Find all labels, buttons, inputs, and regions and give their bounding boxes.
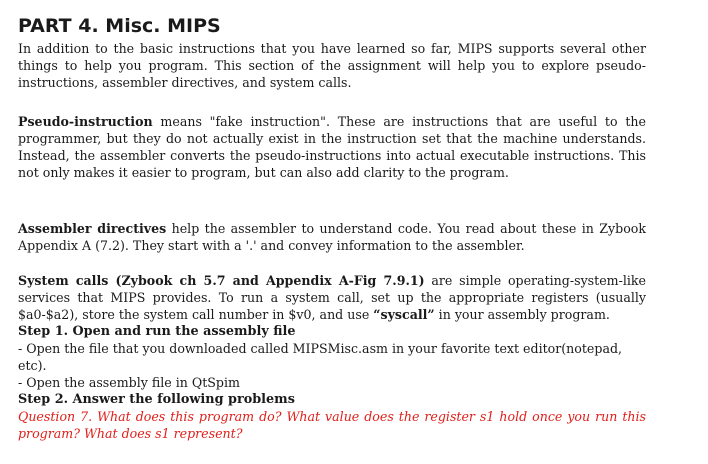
system-calls-text-after: in your assembly program. xyxy=(434,307,610,322)
system-calls-text-before: are simple operating-system-like services that MIPS provides. To run a system call, set up the appropriate registers (usually $a0-$a2), store the system call number in $v0, and use xyxy=(18,273,646,322)
system-calls-paragraph xyxy=(18,272,646,323)
intro-paragraph: In addition to the basic instructions that you have learned so far, MIPS supports several other things to help you program. This section of the assignment will help you to explore pseudo-instructions, assembler directives, and system calls. xyxy=(18,41,646,90)
assembler-directives-term: Assembler directives xyxy=(18,221,167,236)
document-page xyxy=(18,14,646,442)
step1-line-open-file: - Open the file that you downloaded called MIPSMisc.asm in your favorite text editor(notepad, etc). xyxy=(18,341,623,373)
syscall-keyword: “syscall” xyxy=(373,307,435,322)
step1-line-open-qtspim: - Open the assembly file in QtSpim xyxy=(18,375,240,390)
part-heading: PART 4. Misc. MIPS xyxy=(18,15,221,37)
assembler-directives-text: help the assembler to understand code. You read about these in Zybook Appendix A (7.2). They start with a '.' and convey information to the assembler. xyxy=(18,221,646,253)
step2-title: Step 2. Answer the following problems xyxy=(18,392,295,407)
step1-title: Step 1. Open and run the assembly file xyxy=(18,324,296,339)
pseudo-instruction-paragraph xyxy=(18,113,646,181)
question-7: Question 7. What does this program do? What value does the register s1 hold once you run this program? What does s1 represent? xyxy=(18,409,646,441)
pseudo-instruction-term: Pseudo-instruction xyxy=(18,114,153,129)
pseudo-instruction-text: means "fake instruction". These are instructions that are useful to the programmer, but they do not actually exist in the instruction set that the machine understands. Instead, the assembler converts the pseudo-instructions into actual executable instructions. This not only makes it easier to program, but can also add clarity to the program. xyxy=(18,114,646,180)
assembler-directives-paragraph xyxy=(18,220,646,254)
system-calls-term: System calls (Zybook ch 5.7 and Appendix A-Fig 7.9.1) xyxy=(18,273,425,288)
